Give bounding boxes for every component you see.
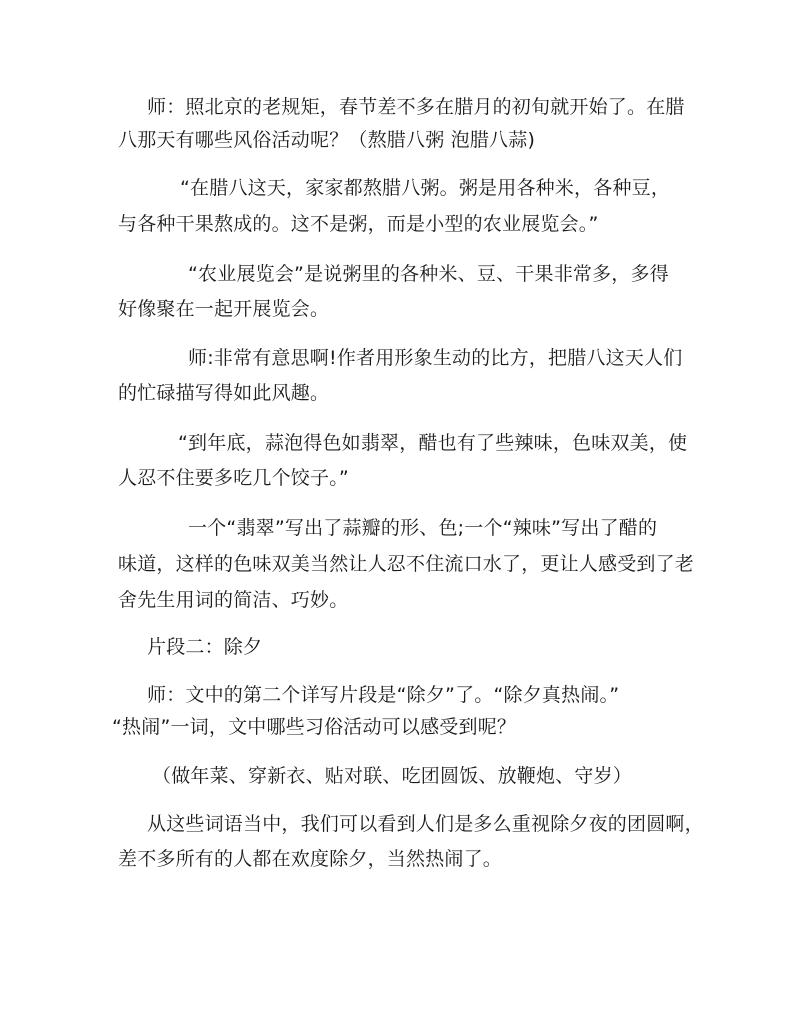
text-line: “热闹”一词，文中哪些习俗活动可以感受到呢？ (112, 716, 517, 738)
text-line: 差不多所有的人都在欢度除夕，当然热闹了。 (118, 848, 503, 870)
text-line: 的忙碌描写得如此风趣。 (118, 382, 330, 404)
text-line: “到年底，蒜泡得色如翡翠，醋也有了些辣味，色味双美，使 (178, 432, 688, 454)
text-line: 舍先生用词的简洁、巧妙。 (118, 589, 349, 611)
text-line: 从这些词语当中，我们可以看到人们是多么重视除夕夜的团圆啊， (147, 813, 704, 835)
text-line: 人忍不住要多吃几个饺子。” (118, 467, 349, 489)
section-heading: 片段二：除夕 (147, 636, 263, 658)
text-line: 与各种干果熬成的。这不是粥，而是小型的农业展览会。” (118, 213, 599, 235)
text-line: 师:非常有意思啊!作者用形象生动的比方，把腊八这天人们 (188, 347, 683, 369)
text-line: “在腊八这天，家家都熬腊八粥。粥是用各种米，各种豆， (180, 177, 671, 199)
text-line: 味道，这样的色味双美当然让人忍不住流口水了，更让人感受到了老 (118, 553, 695, 575)
text-line: 师：文中的第二个详写片段是“除夕”了。“除夕真热闹。” (147, 684, 620, 706)
text-line: 一个“翡翠”写出了蒜瓣的形、色;一个“辣味”写出了醋的 (188, 517, 658, 539)
text-line: （做年菜、穿新衣、贴对联、吃团圆饭、放鞭炮、守岁） (152, 765, 633, 787)
text-line: 师：照北京的老规矩，春节差不多在腊月的初旬就开始了。在腊 (147, 96, 685, 118)
text-line: 好像聚在一起开展览会。 (118, 298, 330, 320)
text-line: 八那天有哪些风俗活动呢？（熬腊八粥 泡腊八蒜) (118, 129, 536, 151)
text-line: “农业展览会”是说粥里的各种米、豆、干果非常多，多得 (188, 263, 669, 285)
